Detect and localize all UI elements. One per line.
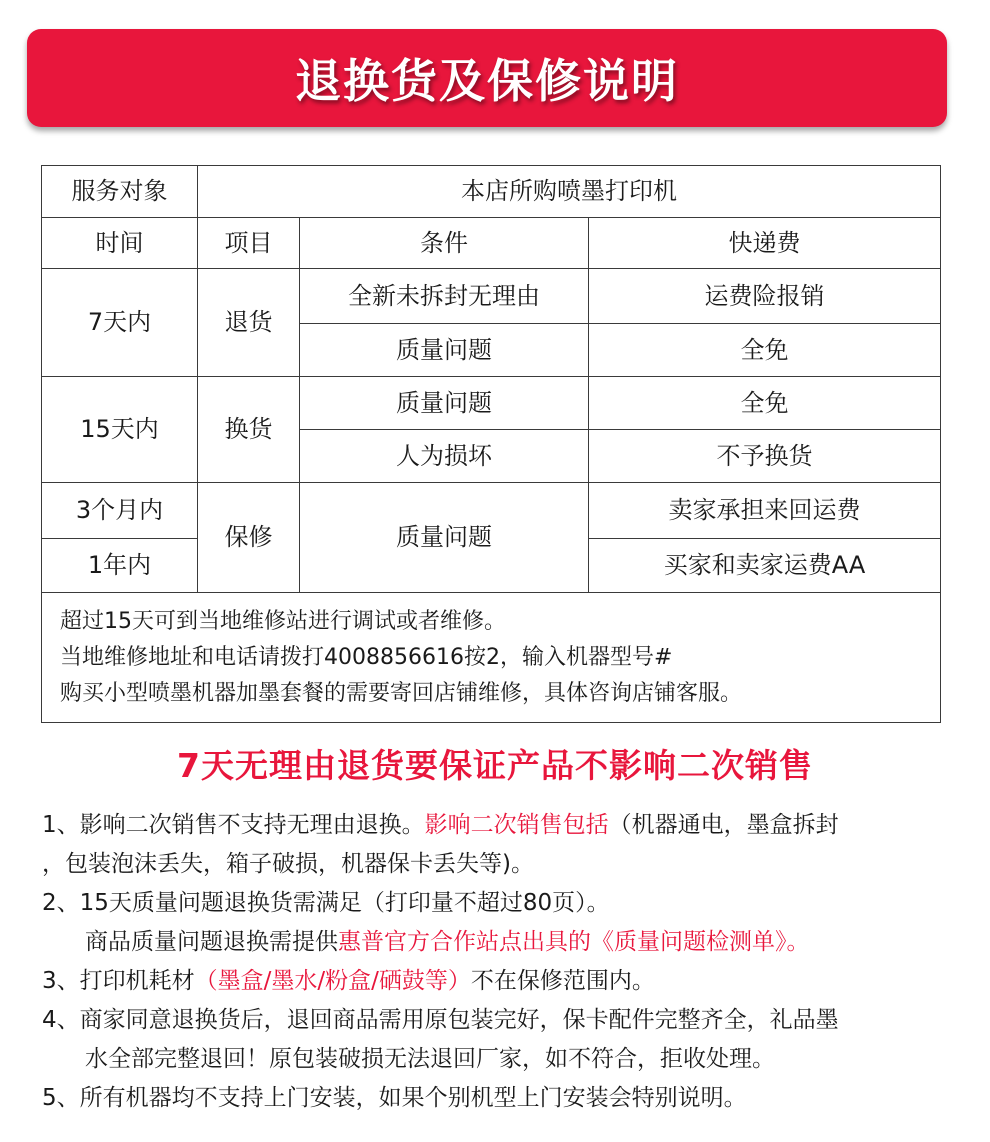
notes-row [42, 593, 941, 723]
rule-1: 1、影响二次销售不支持无理由退换。影响二次销售包括（机器通电，墨盒拆封 [42, 812, 839, 838]
rules-list [42, 806, 967, 1118]
condition-cell: 质量问题 [300, 377, 589, 430]
header-row [42, 218, 941, 269]
rule-1-continued: ，包装泡沫丢失，箱子破损，机器保卡丢失等)。 [42, 851, 534, 877]
service-row [42, 166, 941, 218]
highlight-text: 惠普官方合作站点出具的《质量问题检测单》。 [338, 929, 810, 955]
shipping-cell: 不予换货 [589, 430, 941, 483]
service-value: 本店所购喷墨打印机 [198, 166, 941, 218]
condition-cell: 全新未拆封无理由 [300, 269, 589, 324]
rule-2: 2、15天质量问题退换货需满足（打印量不超过80页）。 [42, 890, 610, 916]
policy-table [41, 165, 941, 723]
warranty-time: 3个月内 [42, 483, 198, 539]
header-shipping: 快递费 [589, 218, 941, 269]
condition-cell: 人为损坏 [300, 430, 589, 483]
rule-5: 5、所有机器均不支持上门安装，如果个别机型上门安装会特别说明。 [42, 1085, 747, 1111]
header-item: 项目 [198, 218, 300, 269]
condition-cell: 质量问题 [300, 324, 589, 377]
return-item: 退货 [198, 269, 300, 377]
rule-4-continued: 水全部完整退回！原包装破损无法退回厂家，如不符合，拒收处理。 [85, 1046, 775, 1072]
warranty-condition: 质量问题 [300, 483, 589, 593]
header-time: 时间 [42, 218, 198, 269]
shipping-cell: 运费险报销 [589, 269, 941, 324]
return-time: 7天内 [42, 269, 198, 377]
note-line: 购买小型喷墨机器加墨套餐的需要寄回店铺维修，具体咨询店铺客服。 [60, 680, 743, 706]
table-row [42, 269, 941, 324]
rule-4: 4、商家同意退换货后，退回商品需用原包装完好，保卡配件完整齐全，礼品墨 [42, 1007, 839, 1033]
rule-3: 3、打印机耗材（墨盒/墨水/粉盒/硒鼓等）不在保修范围内。 [42, 968, 655, 994]
table-row [42, 377, 941, 430]
shipping-cell: 全免 [589, 324, 941, 377]
warranty-item: 保修 [198, 483, 300, 593]
highlight-text: （墨盒/墨水/粉盒/硒鼓等） [194, 968, 471, 994]
note-line: 超过15天可到当地维修站进行调试或者维修。 [60, 608, 506, 634]
shipping-cell: 买家和卖家运费AA [589, 539, 941, 593]
rule-2-continued: 商品质量问题退换需提供惠普官方合作站点出具的《质量问题检测单》。 [85, 929, 810, 955]
page-title: 退换货及保修说明 [295, 54, 679, 108]
slogan-heading: 7天无理由退货要保证产品不影响二次销售 [177, 746, 813, 785]
exchange-time: 15天内 [42, 377, 198, 483]
exchange-item: 换货 [198, 377, 300, 483]
highlight-text: 影响二次销售包括 [424, 812, 609, 838]
shipping-cell: 全免 [589, 377, 941, 430]
table-row [42, 483, 941, 539]
notes-cell [42, 593, 941, 723]
title-banner [27, 29, 947, 127]
warranty-time: 1年内 [42, 539, 198, 593]
shipping-cell: 卖家承担来回运费 [589, 483, 941, 539]
header-condition: 条件 [300, 218, 589, 269]
service-label: 服务对象 [42, 166, 198, 218]
note-line: 当地维修地址和电话请拨打4008856616按2，输入机器型号# [60, 644, 673, 670]
